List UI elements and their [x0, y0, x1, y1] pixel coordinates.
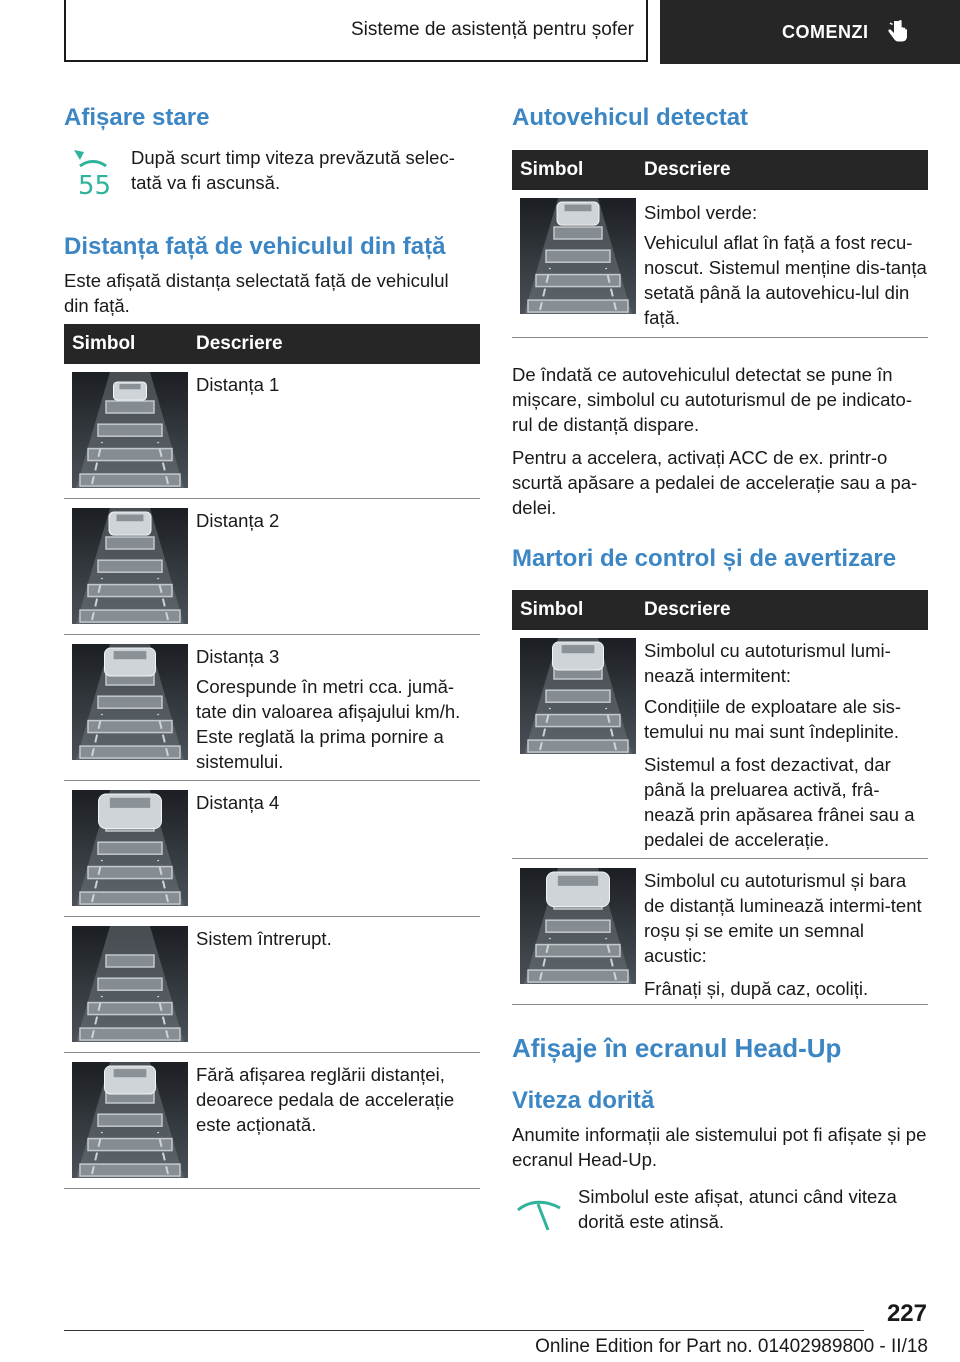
speed-title: Viteza dorită — [512, 1087, 655, 1114]
col-symbol: Simbol — [520, 159, 584, 180]
table-divider — [512, 1004, 928, 1005]
col-description: Descriere — [644, 599, 731, 620]
table-divider — [64, 916, 480, 917]
detected-paragraph-1: De îndată ce autovehiculul detectat se pune în mișcare, simbolul cu autoturismul de pe indicato-rul de distanță dispare. — [512, 364, 912, 435]
table-divider — [64, 780, 480, 781]
table-divider — [512, 858, 928, 859]
speed-intro: Anumite informații ale sistemului pot fi afișate și pe ecranul Head-Up. — [512, 1124, 927, 1170]
warning-table-header — [512, 590, 928, 630]
col-description: Descriere — [644, 159, 731, 180]
speed-icon-text: Simbolul este afișat, atunci când viteza dorită este atinsă. — [578, 1186, 897, 1232]
distance-desc: Distanța 4 — [196, 792, 280, 813]
table-divider — [512, 337, 928, 338]
distance-symbol — [72, 790, 188, 906]
distance-table-header — [64, 324, 480, 364]
page-header — [0, 0, 960, 66]
distance-desc: Fără afișarea reglării distanței, deoarece pedala de accelerație este acționată. — [196, 1064, 455, 1135]
symbol-detected-car — [520, 198, 636, 314]
distance-symbol — [72, 1062, 188, 1178]
footer-rule — [64, 1330, 864, 1331]
status-text: După scurt timp viteza prevăzută selec-tată va fi ascunsă. — [131, 147, 455, 193]
status-icon-number: 55 — [78, 171, 112, 200]
table-divider — [64, 498, 480, 499]
warning-r1-desc-1: Simbolul cu autoturismul lumi-nează intermitent: — [644, 640, 891, 686]
distance-symbol — [72, 644, 188, 760]
warning-r2-desc-1: Simbolul cu autoturismul și bara de distanță luminează intermi-tent roșu și se emite un semnal acustic: — [644, 870, 922, 966]
distance-symbol — [72, 508, 188, 624]
warning-r1-desc-3: Sistemul a fost dezactivat, dar până la preluarea activă, frâ-nează prin apăsarea frânei sau a pedalei de accelerație. — [644, 754, 915, 850]
chapter-tab[interactable] — [660, 0, 960, 64]
warning-r2-desc-2: Frânați și, după caz, ocoliți. — [644, 978, 869, 999]
distance-desc-detail: Corespunde în metri cca. jumă-tate din valoarea afișajului km/h. Este reglată la prima pornire a sistemului. — [196, 676, 461, 772]
distance-desc: Sistem întrerupt. — [196, 928, 332, 949]
section-title: Sisteme de asistență pentru șofer — [64, 0, 648, 62]
distance-desc: Distanța 2 — [196, 510, 280, 531]
distance-intro: Este afișată distanța selectată față de vehiculul din față. — [64, 270, 449, 316]
table-divider — [64, 634, 480, 635]
desired-speed-icon — [514, 1194, 564, 1238]
distance-title: Distanța față de vehiculul din față — [64, 233, 446, 260]
status-title: Afișare stare — [64, 104, 210, 131]
table-divider — [64, 1188, 480, 1189]
touch-hand-icon — [887, 19, 909, 45]
col-symbol: Simbol — [72, 333, 136, 354]
distance-symbol — [72, 926, 188, 1042]
hud-title: Afișaje în ecranul Head-Up — [512, 1033, 842, 1063]
distance-desc: Distanța 3 — [196, 646, 280, 667]
detected-table-header — [512, 150, 928, 190]
chapter-label: COMENZI — [782, 21, 869, 42]
detected-title: Autovehicul detectat — [512, 104, 749, 131]
col-description: Descriere — [196, 333, 283, 354]
page-number: 227 — [886, 1300, 927, 1327]
symbol-flashing-car — [520, 638, 636, 754]
detected-paragraph-2: Pentru a accelera, activați ACC de ex. printr-o scurtă apăsare a pedalei de accelerație sau a pa-delei. — [512, 447, 918, 518]
col-symbol: Simbol — [520, 599, 584, 620]
detected-desc-2: Vehiculul aflat în față a fost recu-noscut. Sistemul menține dis-tanța setată până la autovehicu-lul din față. — [644, 232, 927, 328]
warning-title: Martori de control și de avertizare — [512, 545, 897, 572]
table-divider — [64, 1052, 480, 1053]
detected-desc-1: Simbol verde: — [644, 202, 758, 223]
warning-r1-desc-2: Condițiile de exploatare ale sis-temului nu mai sunt îndeplinite. — [644, 696, 902, 742]
distance-desc: Distanța 1 — [196, 374, 280, 395]
symbol-red-warning-car — [520, 868, 636, 984]
edition-text: Online Edition for Part no. 01402989800 - II/18 — [535, 1336, 928, 1357]
distance-symbol — [72, 372, 188, 488]
speed-55-status-icon — [72, 140, 112, 200]
